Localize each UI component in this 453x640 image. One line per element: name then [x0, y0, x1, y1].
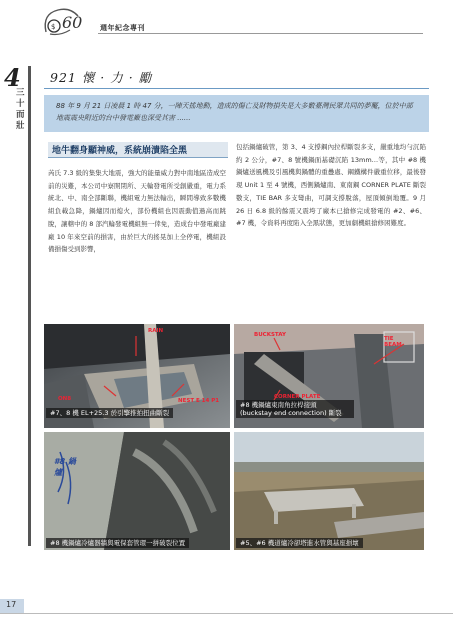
label-corner-plate: CORNER PLATE	[274, 394, 321, 400]
photo-steel-beam-damage	[44, 324, 230, 428]
page-number: 17	[6, 600, 17, 609]
body-column-right: 包括鍋爐破管，第 3、4 支撐鋼內拉桿斷裂多支，嚴重地均勻沉陷約 2 公分，#7、8 號機鍋面基礎沉陷 13mm…等，其中 #8 機鍋爐送風機及引風機與鍋體的重疊處、鋼鐵構件嚴重位移，最後發現 Unit 1 至 4 號機，西側鍋爐南、東南鋼 CORNER PLATE 斷裂數支，TIE BAR 多支彎曲，可調支撐脫落，屋頂傾倒地覆。9 月 26 日 6.8 級的餘震又震垮了廠本已搶修完成發電的 #2、#6、#7 機，令資料再度陷入全黑狀態，更加劇機組搶修困難度。	[236, 143, 426, 228]
photo-caption: #5、#6 機道爐冷卻塔進水管與基座損壞	[236, 538, 363, 548]
label-on8: ON8	[58, 396, 72, 402]
photo-caption: #8 機鍋爐冷爐器牆與電保套管環一拼破裂位置	[46, 538, 189, 548]
svg-text:$: $	[51, 23, 56, 31]
publication-title: 週年紀念專刊	[100, 24, 145, 32]
label-rain: RAIN	[148, 328, 164, 334]
label-tie-beam: TIE BEAM	[384, 336, 402, 348]
side-bar	[28, 66, 31, 546]
chapter-side-label: 三十而壯	[16, 88, 25, 131]
body-column-left: 芮氏 7.3 級的集集大地震，強大的能量威力對中南地區造成空前的災難，本公司中寮開閉所、天輪發電所受創嚴重，電力系統北、中、南全部斷聯，機組電力無法輸出，瞬間導致多數機組負載急降，鍋爐因而熄火，部份機組也因震動值過高而跳脫，讓轄中的 8 部汽輪發電機組無一倖免，造成台中發電廠建廠 10 年來空前的損害，由於巨大的搖晃加上全停電，機組設備損傷受到影響，	[48, 169, 226, 254]
section-heading: 地牛翻身顯神威，系統崩潰陷全黑	[52, 146, 188, 156]
label-buckstay: BUCKSTAY	[254, 332, 286, 338]
header-divider	[98, 33, 423, 34]
chapter-number: 4	[4, 63, 21, 92]
title-divider	[44, 88, 429, 89]
footer-divider	[0, 613, 453, 614]
photo-cooling-tower-pipe	[234, 432, 424, 550]
photo-buckstay-connection	[234, 324, 424, 428]
photo-caption: #7、8 機 EL+25.3 於引擎推拍扭曲斷裂	[46, 408, 173, 418]
logo-number: 60	[62, 13, 83, 32]
intro-text: 88 年 9 月 21 日凌晨 1 時 47 分，一陣天搖地動，造成的傷亡及財物損失是大多數臺灣民眾共同的夢魘，位於中部地震震央附近的台中發電廠也深受其害 ......	[56, 102, 413, 122]
label-nest: NEST E 14 P1	[178, 398, 220, 404]
handwritten-mark: #8 鍋爐	[54, 457, 76, 477]
anniversary-logo	[40, 4, 96, 36]
photo-caption: #8 機鍋爐東南角拉桿接頭 (buckstay end connection) 斷裂	[236, 400, 354, 418]
chapter-title: 921 懷 · 力 · 勵	[50, 70, 153, 85]
photo-boiler-pipe-damage	[44, 432, 230, 550]
